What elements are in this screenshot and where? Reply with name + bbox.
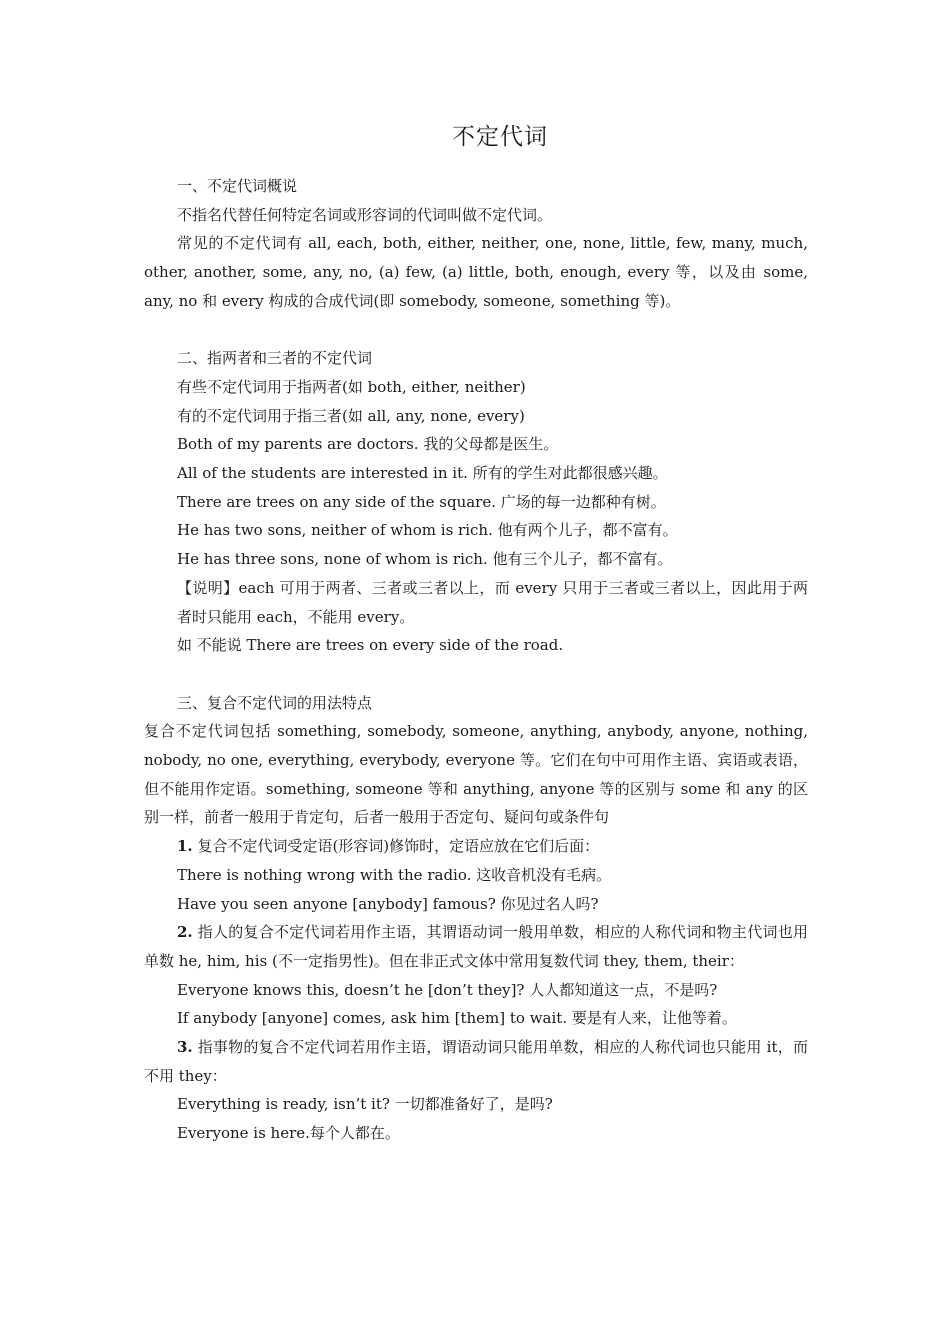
document-body (144, 172, 808, 1148)
page-title: 不定代词 (452, 124, 548, 150)
section-heading-1: 一、不定代词概说 (177, 177, 298, 195)
rule-2 (144, 918, 808, 975)
example-sentence: Both of my parents are doctors. 我的父母都是医生。 (177, 435, 559, 454)
paragraph-compound-intro: 复合不定代词包括 something, somebody, someone, anything, anybody, anyone, nothing, nobody, no one, everything, everybody, everyone 等。它们在句中可用作主语、宾语或表语，但不能用作定语。something, someone 等和 anything, anyone 等的区别与 some 和 any 的区别一样，前者一般用于肯定句，后者一般用于否定句、疑问句或条件句 (144, 722, 808, 827)
rule-text: 复合不定代词受定语(形容词)修饰时，定语应放在它们后面： (197, 837, 600, 856)
example-sentence: He has two sons, neither of whom is rich. 他有两个儿子，都不富有。 (177, 521, 678, 540)
paragraph-common-pronouns: 常见的不定代词有 all, each, both, either, neither, one, none, little, few, many, much, other, another, some, any, no, (a) few, (a) little, both, enough, every 等，以及由 some, any, no 和 every 构成的合成代词(即 somebody, someone, something 等)。 (144, 234, 808, 310)
rule-number: 2. (177, 923, 193, 942)
example-sentence: Everything is ready, isn’t it? 一切都准备好了，是吗? (177, 1095, 553, 1114)
example-sentence: All of the students are interested in it. 所有的学生对此都很感兴趣。 (177, 464, 668, 483)
rule-3 (144, 1033, 808, 1090)
section-heading-2: 二、指两者和三者的不定代词 (177, 349, 373, 368)
rule-text: 指事物的复合不定代词若用作主语，谓语动词只能用单数，相应的人称代词也只能用 it，而不用 they： (144, 1038, 808, 1085)
spacer (144, 316, 808, 345)
example-sentence: He has three sons, none of whom is rich. 他有三个儿子，都不富有。 (177, 550, 673, 569)
example-sentence: There is nothing wrong with the radio. 这收音机没有毛病。 (177, 865, 612, 884)
section-heading-3: 三、复合不定代词的用法特点 (177, 693, 373, 712)
rule-text: 指人的复合不定代词若用作主语，其谓语动词一般用单数，相应的人称代词和物主代词也用单数 he, him, his (不一定指男性)。但在非正式文体中常用复数代词 they, them, their： (144, 923, 808, 970)
example-sentence: Have you seen anyone [anybody] famous? 你见过名人吗? (177, 894, 599, 913)
example-sentence: Everyone is here.每个人都在。 (177, 1124, 400, 1143)
line-three-referents: 有的不定代词用于指三者(如 all, any, none, every) (177, 406, 525, 425)
note-paragraph: 【说明】each 可用于两者、三者或三者以上，而 every 只用于三者或三者以上，因此用于两者时只能用 each，不能用 every。 (177, 578, 808, 626)
paragraph-definition: 不指名代替任何特定名词或形容词的代词叫做不定代词。 (177, 205, 553, 224)
example-sentence: Everyone knows this, doesn’t he [don’t they]? 人人都知道这一点，不是吗? (177, 980, 718, 999)
example-sentence: If anybody [anyone] comes, ask him [them] to wait. 要是有人来，让他等着。 (177, 1009, 737, 1028)
rule-number: 3. (177, 1038, 193, 1057)
rule-number: 1. (177, 837, 193, 856)
rule-1 (144, 832, 808, 861)
line-two-referents: 有些不定代词用于指两者(如 both, either, neither) (177, 377, 526, 396)
example-sentence: There are trees on any side of the square. 广场的每一边都种有树。 (177, 492, 666, 511)
note-example: 如 不能说 There are trees on every side of the road. (177, 636, 564, 655)
spacer (144, 660, 808, 689)
